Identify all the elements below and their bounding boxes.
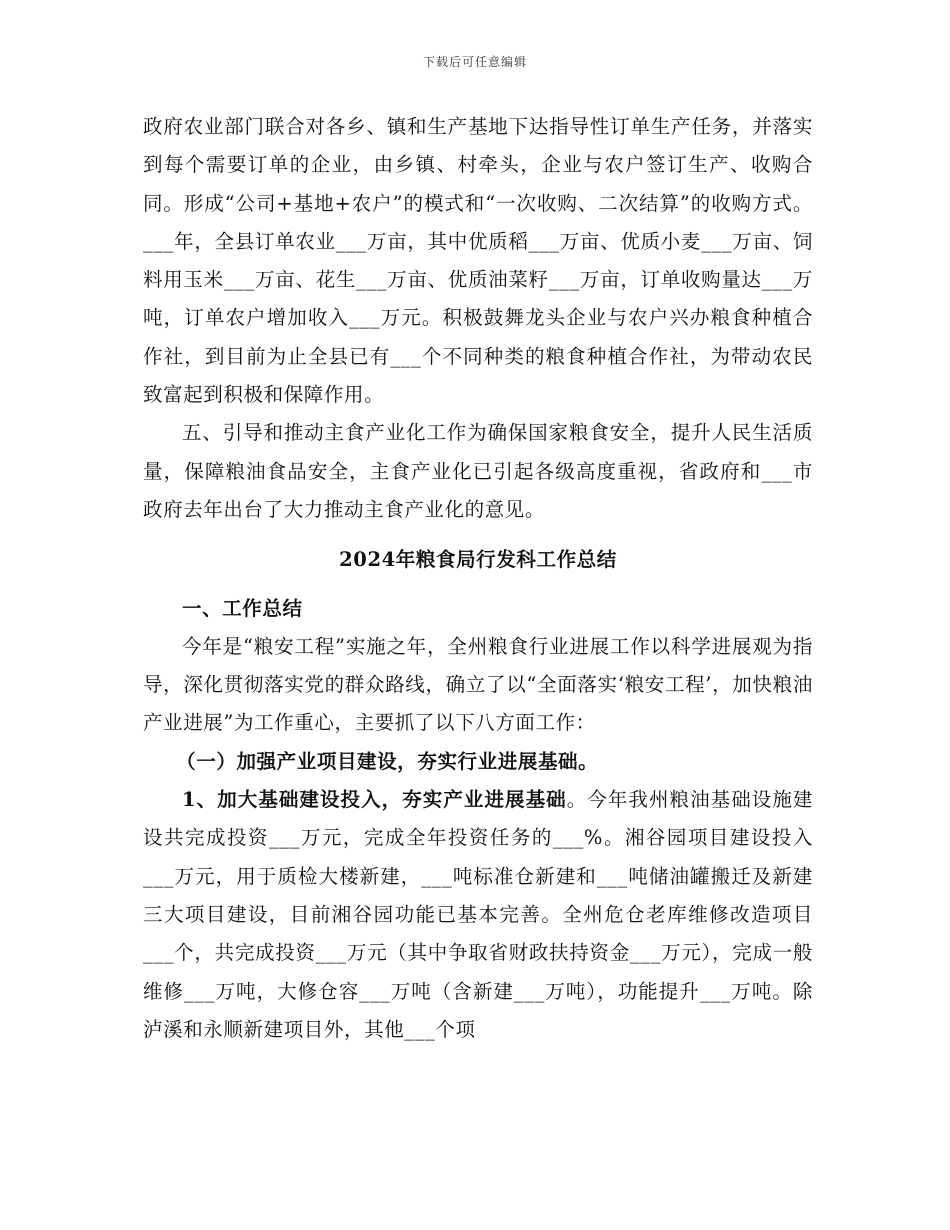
section-heading-work-summary: 一、工作总结 [182,596,303,620]
paragraph-intro: 今年是“粮安工程”实施之年，全州粮食行业进展工作以科学进展观为指导，深化贯彻落实党的群众路线，确立了以“全面落实‘粮安工程’，加快粮油产业进展”为工作重心，主要抓了以下八方面工作： [143,634,813,735]
paragraph-order-farming: 政府农业部门联合对各乡、镇和生产基地下达指导性订单生产任务，并落实到每个需要订单的企业，由乡镇、村牵头，企业与农户签订生产、收购合同。形成“公司+基地+农户”的模式和“一次收购、二次结算”的收购方式。___年，全县订单农业___万亩，其中优质稻___万亩、优质小麦___万亩、饲料用玉米___万亩、花生___万亩、优质油菜籽___万亩，订单收购量达___万吨，订单农户增加收入___万元。积极鼓舞龙头企业与农户兴办粮食种植合作社，到目前为止全县已有___个不同种类的粮食种植合作社，为带动农民致富起到积极和保障作用。 [143,115,813,407]
subsection-heading-projects: （一）加强产业项目建设，夯实行业进展基础。 [176,749,599,773]
paragraph-infrastructure-lead: 1、加大基础建设投入，夯实产业进展基础 [182,788,567,812]
paragraph-infrastructure [143,781,813,1049]
document-body [143,108,813,1049]
paragraph-staple-food: 五、引导和推动主食产业化工作为确保国家粮食安全，提升人民生活质量，保障粮油食品安全，主食产业化已引起各级高度重视，省政府和___市政府去年出台了大力推动主食产业化的意见。 [143,421,813,521]
document-title: 2024年粮食局行发科工作总结 [339,548,617,572]
page-header: 下载后可任意编辑 [422,55,527,69]
paragraph-infrastructure-body: 。今年我州粮油基础设施建设共完成投资___万元，完成全年投资任务的___%。湘谷园项目建设投入___万元，用于质检大楼新建，___吨标准仓新建和___吨储油罐搬迁及新建三大项目建设，目前湘谷园功能已基本完善。全州危仓老库维修改造项目___个，共完成投资___万元（其中争取省财政扶持资金___万元），完成一般维修___万吨，大修仓容___万吨（含新建___万吨），功能提升___万吨。除泸溪和永顺新建项目外，其他___个项 [143,788,814,1041]
